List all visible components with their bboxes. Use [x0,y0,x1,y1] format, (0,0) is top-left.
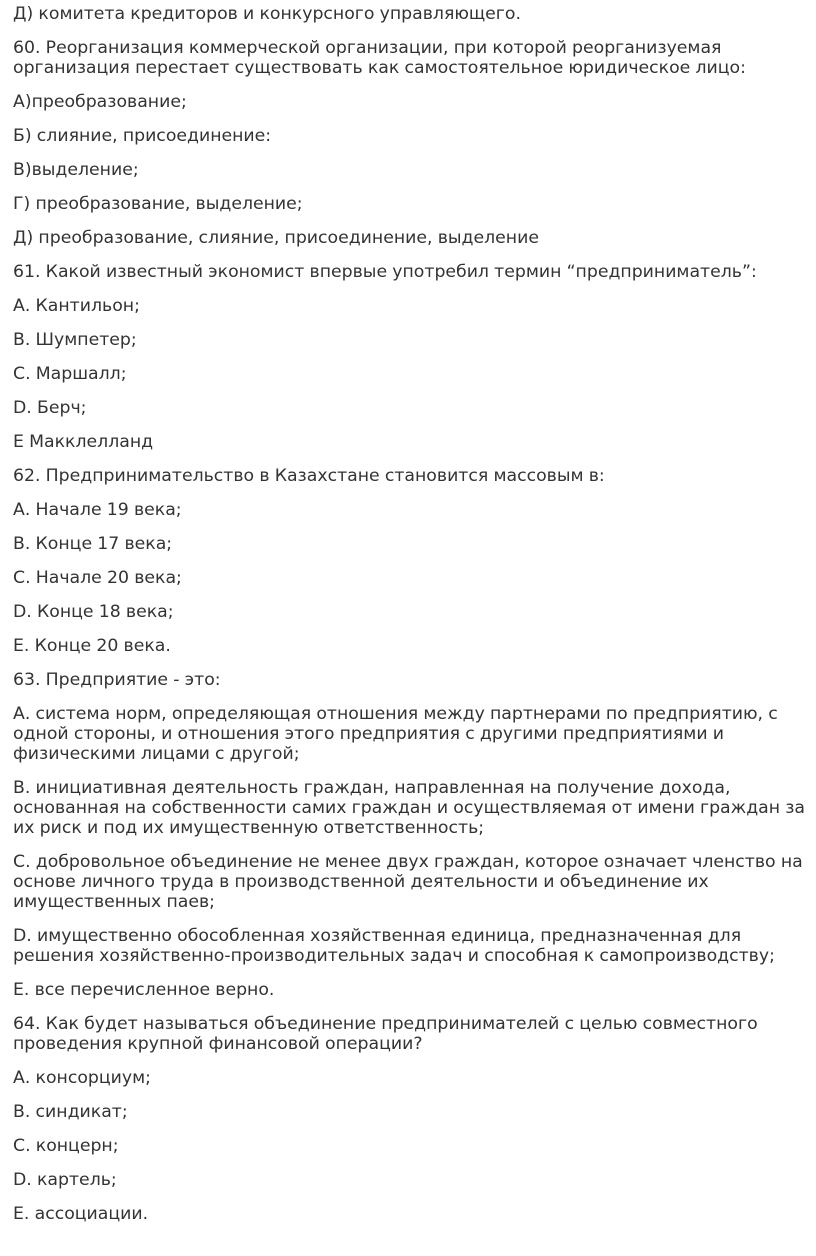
answer-option: В. инициативная деятельность граждан, направленная на получение дохода, основанная на собственности самих граждан и осуществляемая от имени граждан за их риск и под их имущественную ответственность; [13,778,806,838]
answer-option: D. имущественно обособленная хозяйственная единица, предназначенная для решения хозяйственно-производительных задач и способная к самопроизводству; [13,926,775,966]
answer-option: Б) слияние, присоединение: [13,126,272,146]
document-body [13,4,808,1238]
answer-option: Д) преобразование, слияние, присоединение, выделение [13,228,539,248]
answer-option: Е. все перечисленное верно. [13,980,275,1000]
answer-option: Е. ассоциации. [13,1204,149,1224]
answer-option: А)преобразование; [13,92,187,112]
answer-option: С. Начале 20 века; [13,568,182,588]
answer-option: С. Маршалл; [13,364,127,384]
answer-option: В)выделение; [13,160,139,180]
question-64: 64. Как будет называться объединение предпринимателей с целью совместного проведения крупной финансовой операции? [13,1014,758,1054]
answer-option: D. Конце 18 века; [13,602,174,622]
answer-option: Е Макклелланд [13,432,154,452]
answer-option: А. Кантильон; [13,296,140,316]
answer-option: D. Берч; [13,398,87,418]
question-60: 60. Реорганизация коммерческой организации, при которой реорганизуемая организация перестает существовать как самостоятельное юридическое лицо: [13,38,746,78]
answer-option: А. консорциум; [13,1068,151,1088]
answer-option: С. добровольное объединение не менее двух граждан, которое означает членство на основе личного труда в производственной деятельности и объединение их имущественных паев; [13,852,803,912]
question-61: 61. Какой известный экономист впервые употребил термин “предприниматель”: [13,262,757,282]
answer-option: С. концерн; [13,1136,119,1156]
answer-option: Е. Конце 20 века. [13,636,171,656]
answer-option: Г) преобразование, выделение; [13,194,303,214]
question-62: 62. Предпринимательство в Казахстане становится массовым в: [13,466,605,486]
answer-option: В. синдикат; [13,1102,128,1122]
answer-option: В. Конце 17 века; [13,534,173,554]
answer-option: D. картель; [13,1170,117,1190]
answer-option: А. Начале 19 века; [13,500,182,520]
answer-option: А. система норм, определяющая отношения между партнерами по предприятию, с одной стороны, и отношения этого предприятия с другими предприятиями и физическими лицами с другой; [13,704,778,764]
answer-option: В. Шумпетер; [13,330,137,350]
question-63: 63. Предприятие - это: [13,670,221,690]
answer-option: Д) комитета кредиторов и конкурсного управляющего. [13,4,521,24]
